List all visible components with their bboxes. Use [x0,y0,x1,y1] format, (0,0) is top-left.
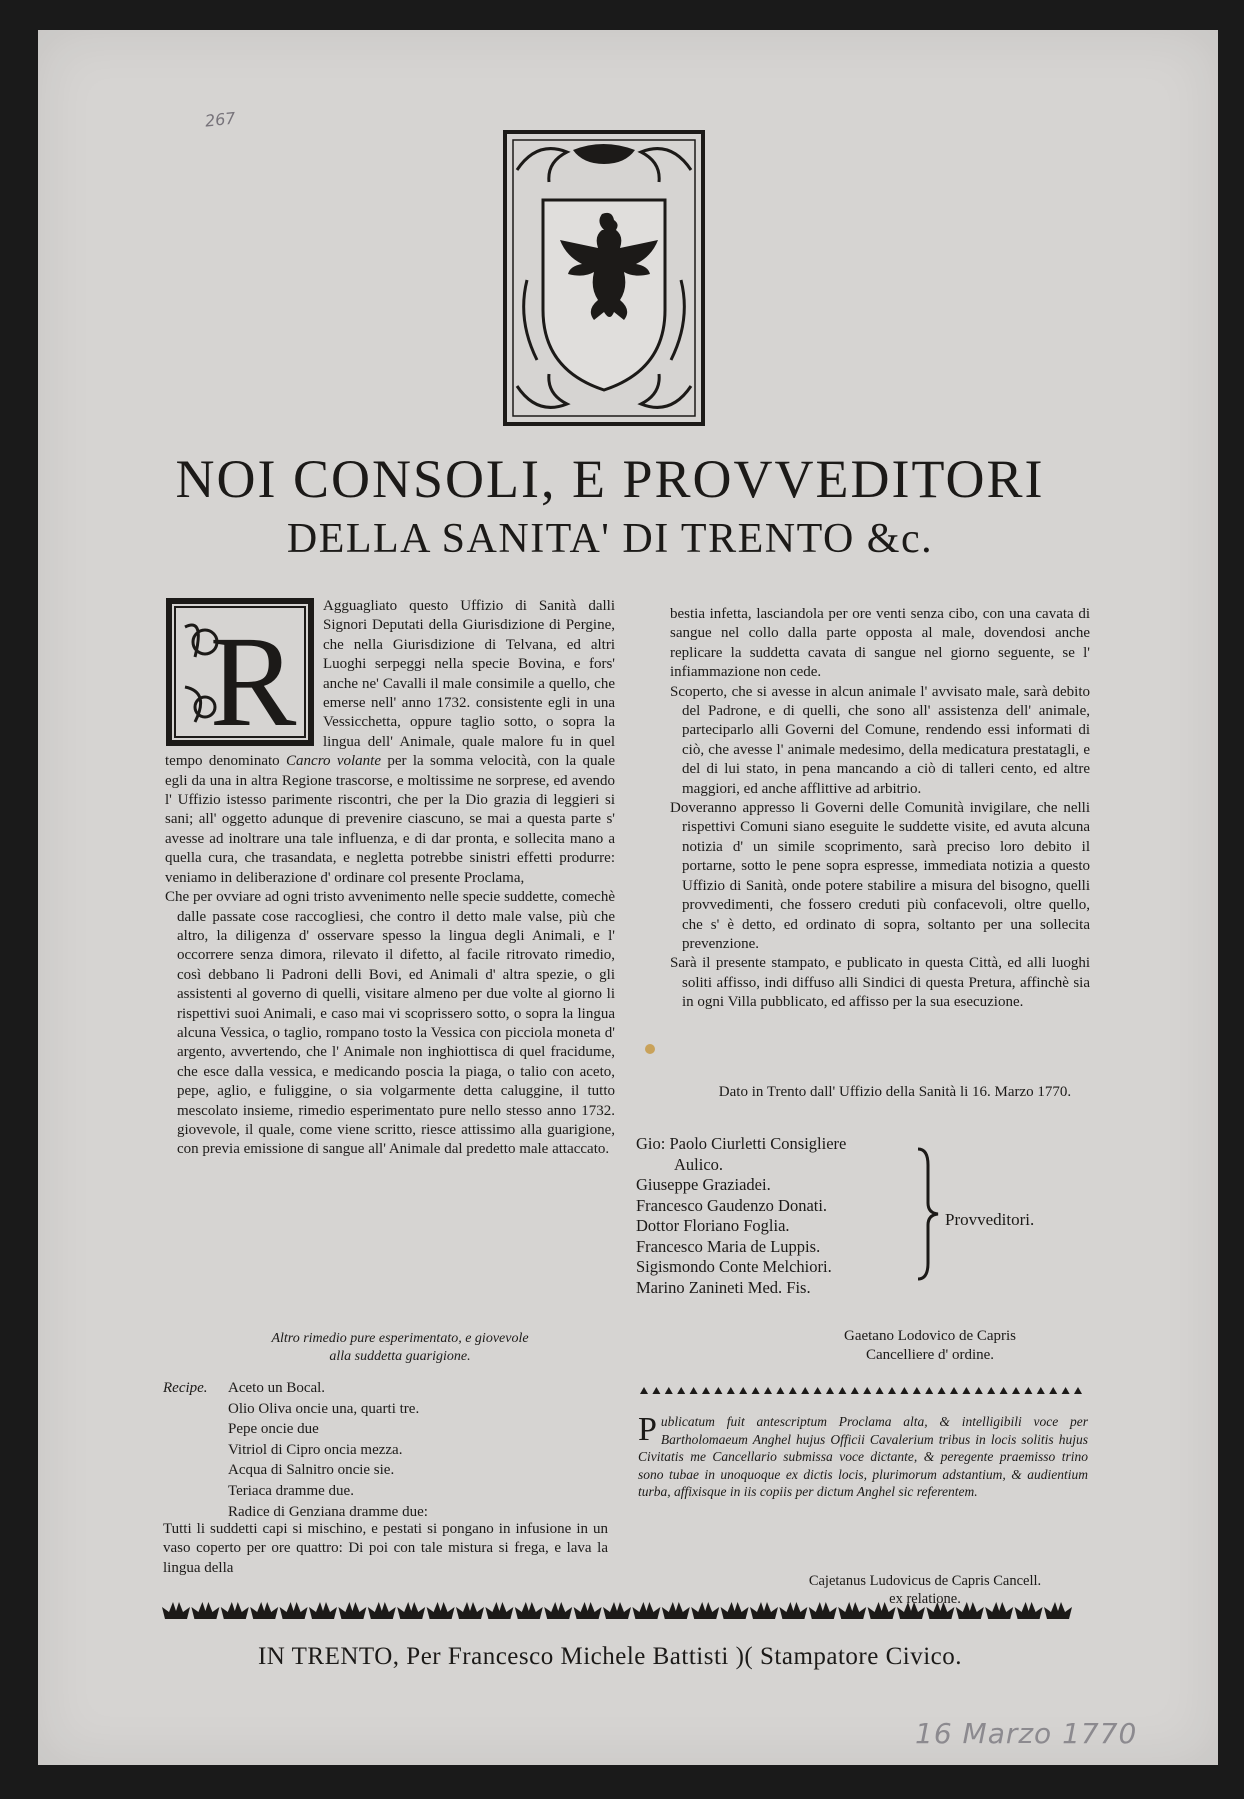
crown-glyph [897,1602,925,1619]
ornament-glyph [851,1387,859,1394]
ingredient: Pepe oncie due [228,1421,319,1438]
ingredient: Olio Oliva oncie una, quarti tre. [228,1400,420,1417]
crown-glyph [250,1602,278,1619]
right-paragraph-4: Sarà il presente stampato, e publicato in questa Città, ed alli luoghi soliti affisso, indi diffuso alli Sindici di questa Pretura, affinchè sia in ogni Villa pubblicato, ed affisso per la sua esecuzione. [670,955,1090,1011]
left-column [165,597,615,1160]
archive-number: 267 [204,108,237,131]
ornament-glyph [938,1387,946,1394]
ornament-glyph [888,1387,896,1394]
crown-glyph [368,1602,396,1619]
crown-glyph [309,1602,337,1619]
crown-glyph [544,1602,572,1619]
ornament-glyph [1012,1387,1020,1394]
crown-glyph [926,1602,954,1619]
ingredient: Acqua di Salnitro oncie sie. [228,1462,395,1479]
ingredient-list [163,1378,623,1522]
ornament-glyph [665,1387,673,1394]
ingredient: Vitriol di Cipro oncia mezza. [228,1441,403,1458]
signatory: Aulico. [674,1154,724,1174]
ornament-glyph [789,1387,797,1394]
ornament-glyph [987,1387,995,1394]
title-line-2: DELLA SANITA' DI TRENTO &c. [286,516,934,562]
ornament-glyph [876,1387,884,1394]
ornament-glyph [950,1387,958,1394]
signatories-list [636,1134,926,1298]
crown-glyph [221,1602,249,1619]
crown-glyph [162,1602,190,1619]
ornament-glyph [764,1387,772,1394]
crown-glyph [427,1602,455,1619]
ornament-glyph [962,1387,970,1394]
crown-glyph [603,1602,631,1619]
ornament-glyph [975,1387,983,1394]
recipe-block [163,1378,623,1522]
remedy-heading [200,1330,600,1366]
ornament-glyph [838,1387,846,1394]
crown-glyph [691,1602,719,1619]
ornament-glyph [640,1387,648,1394]
crown-glyph [721,1602,749,1619]
printer-imprint: IN TRENTO, Per Francesco Michele Battisti )( Stampatore Civico. [257,1643,963,1670]
ornament-glyph [1000,1387,1008,1394]
ornament-glyph [826,1387,834,1394]
ornament-glyph [925,1387,933,1394]
crown-glyph [515,1602,543,1619]
ingredient: Radice di Genziana dramme due: [228,1503,428,1520]
ornament-glyph [1037,1387,1045,1394]
crown-glyph [809,1602,837,1619]
ornament-glyph [739,1387,747,1394]
crown-glyph [779,1602,807,1619]
crown-glyph [280,1602,308,1619]
ink-stain [645,1044,655,1054]
dropcap-letter: R [209,610,297,747]
crown-glyph [1015,1602,1043,1619]
crown-glyph [632,1602,660,1619]
ornament-glyph [913,1387,921,1394]
dated-line: Dato in Trento dall' Uffizio della Sanità li 16. Marzo 1770. [718,1084,1072,1100]
latin-signature-line-1: Cajetanus Ludovicus de Capris Cancell. [808,1573,1042,1589]
crown-glyph [838,1602,866,1619]
ornament-glyph [1062,1387,1070,1394]
latin-attestation [638,1413,1088,1501]
signatory: Dottor Floriano Foglia. [636,1216,790,1235]
recipe-label: Recipe. [163,1380,208,1396]
crown-glyph [191,1602,219,1619]
signatory: Sigismondo Conte Melchiori. [636,1257,832,1276]
brace-ornament [912,1145,942,1283]
signatory: Gio: Paolo Ciurletti Consigliere [636,1134,847,1153]
signatory: Francesco Gaudenzo Donati. [636,1195,828,1215]
ingredient: Teriaca dramme due. [228,1482,354,1499]
ornament-glyph [863,1387,871,1394]
eagle-emblem [503,130,705,426]
right-paragraph-2: Scoperto, che si avesse in alcun animale l' avvisato male, sarà debito del Padrone, e di quelli, che sono all' assistenza dell' animale, parteciparlo alli Governi del Comune, rendendo essi informati di ciò, che avesse l' animale medesimo, della medicatura prestatagli, e del di lui stato, in pena mancando a ciò di talleri cento, ed altre maggiori, ed anche afflittive ad arbitrio. [670,683,1090,797]
crown-glyph [985,1602,1013,1619]
ornament-glyph [1074,1387,1082,1394]
crown-glyph [574,1602,602,1619]
title-line-1: NOI CONSOLI, E PROVVEDITORI [175,449,1045,509]
signatory: Giuseppe Graziadei. [636,1175,771,1194]
crown-glyph [397,1602,425,1619]
ornament-glyph [814,1387,822,1394]
signatory-role: Provveditori. [945,1210,1035,1229]
chancellor-signature [800,1327,1060,1365]
latin-signature-line-2: ex relatione. [889,1591,961,1607]
crown-glyph [956,1602,984,1619]
crown-glyph [485,1602,513,1619]
right-paragraph-3: Doveranno appresso li Governi delle Comunità invigilare, che nelli rispettivi Comuni siano eseguite le suddette visite, ed avuta alcuna notizia d' un simile scoprimento, sarà preciso loro debito il portarne, sotto le pene sopra espresse, immediata notizia a questo Uffizio di Sanità, onde potere stabilire a misura del bisogno, quelli provvedimenti, che fossero creduti più confacevoli, oltre quello, che s' è detto, ed ordinato di sopra, soltanto per una sollecita prevenzione. [670,800,1090,952]
handwritten-date: 16 Marzo 1770 [915,1717,1138,1750]
right-paragraph-1: bestia infetta, lasciandola per ore venti senza cibo, con una cavata di sangue nel collo dalla parte opposta al male, dovendosi anche replicare la suddetta cavata di sangue nel giorno seguente, se l' infiammazione non cede. [670,606,1090,681]
signatory: Francesco Maria de Luppis. [636,1236,821,1256]
right-column [670,605,1090,1013]
ornament-glyph [776,1387,784,1394]
ornament-glyph [652,1387,660,1394]
remedy-heading-line-1: Altro rimedio pure esperimentato, e giovevole [271,1331,529,1346]
latin-initial: P [638,1411,657,1448]
crown-glyph [750,1602,778,1619]
ornament-glyph [801,1387,809,1394]
signatory: Marino Zanineti Med. Fis. [636,1277,811,1297]
crown-glyph [338,1602,366,1619]
crown-glyph [868,1602,896,1619]
chancellor-name: Gaetano Lodovico de Capris [843,1328,1017,1344]
ornament-glyph [714,1387,722,1394]
crown-glyph [456,1602,484,1619]
chancellor-title: Cancelliere d' ordine. [865,1347,995,1363]
remedy-heading-line-2: alla suddetta guarigione. [329,1349,471,1364]
ornament-glyph [702,1387,710,1394]
ornament-glyph [900,1387,908,1394]
recipe-instructions: Tutti li suddetti capi si mischino, e pestati si pongano in infusione in un vaso coperto per ore quattro: Di poi con tale mistura si frega, e lava la lingua della [163,1521,608,1576]
intro-paragraph: Agguagliato questo Uffizio di Sanità dalli Signori Deputati della Giurisdizione di Pergine, che nella Giurisdizione di Telvana, ed altri Luoghi serpeggi nella specie Bovina, e fors' anche ne' Cavalli il male consimile a quello, che emerse nell' anno 1732. consistente egli in una Vessicchetta, oppure taglio sotto, o sopra la lingua dell' Animale, quale malore fu in quel tempo denominato Cancro volante per la somma velocità, con la quale egli da una in altra Regione trascorse, e moltissime ne sorprese, ed avendo l' Uffizio istesso parimente riscontri, che per la Dio grazia di leggieri si sani; all' oggetto adunque di prevenire ciascuno, se mai a questa parte s' avesse ad inoltrare una tale influenza, e di dar pronta, e sollecita mano a quella cura, che trasandata, e negletta potrebbe sinistri effetti produrre: veniamo in deliberazione d' ordinare col presente Proclama, [165,598,615,886]
ornament-glyph [727,1387,735,1394]
ingredient: Aceto un Bocal. [228,1380,326,1396]
small-ornament-rule [638,1384,1088,1398]
ornament-glyph [1049,1387,1057,1394]
ornament-glyph [677,1387,685,1394]
ordinance-paragraph: Che per ovviare ad ogni tristo avvenimento nelle specie suddette, comechè dalle passate cose raccogliesi, che contro il detto male valse, più che altro, la diligenza d' osservare spesso la lingua degli Animali, e l' occorrere senza dimora, rilevato il difetto, al facile ritrovato rimedio, così debbano li Padroni delli Bovi, ed Animali d' altra spezie, o gli assistenti al governo di quelli, visitare almeno per due volte al giorno li rispettivi suoi Animali, e caso mai vi scoprissero sotto, o sopra la lingua alcuna Vessica, o taglio, rompano tosto la Vessica con picciola moneta d' argento, avvertendo, che l' Animale non inghiottisca di quel fracidume, che esce dalla vessica, e medicando poscia la piaga, o talio con aceto, pepe, aglio, e fuliggine, o sia volgarmente detta caluggine, il tutto mescolato insieme, rimedio esperimentato pure nello stesso anno 1732. giovevole, il quale, come viene scritto, riesce attissimo alla guarigione, con previa emissione di sangue all' Animale dal predetto male attaccato. [165,889,615,1158]
ornament-glyph [690,1387,698,1394]
dropcap-r [165,597,315,747]
ornament-glyph [1024,1387,1032,1394]
crown-ornament-rule [162,1597,1074,1625]
ornament-glyph [752,1387,760,1394]
crown-glyph [1044,1602,1072,1619]
crown-glyph [662,1602,690,1619]
latin-text: ublicatum fuit antescriptum Proclama alta, & intelligibili voce per Bartholomaeum Anghel hujus Officii Cavalerium tribus in locis solitis hujus Civitatis me Cancellario submissa voce dictante, & peregente praemisso trino sono tubae in unoquoque ex dictis locis, plurimorum adstantium, & audientium turba, affixisque in iis copiis per dictum Anghel sic referentem. [638,1414,1088,1499]
